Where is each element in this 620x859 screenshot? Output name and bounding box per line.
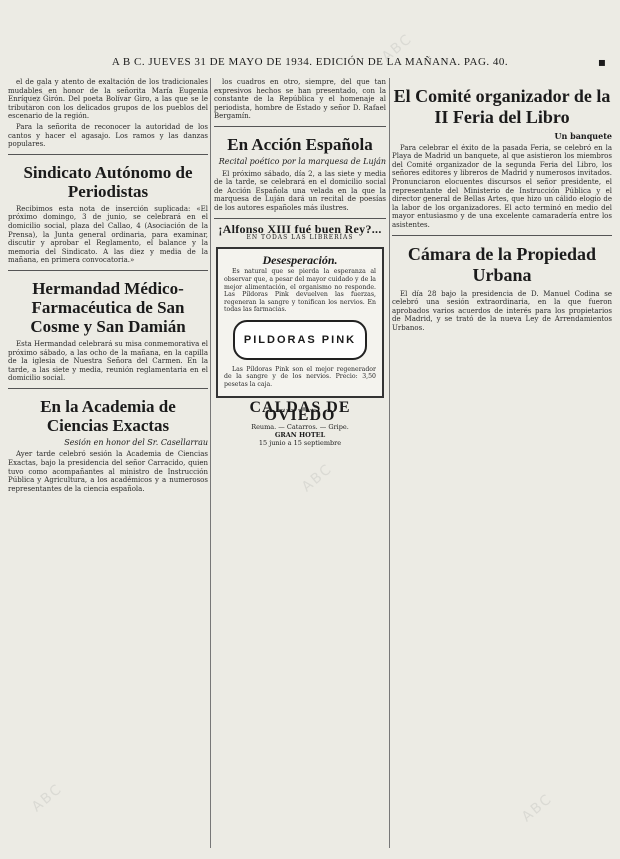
article-headline: Cámara de la Propiedad Urbana (407, 243, 597, 285)
column-middle (214, 78, 386, 447)
divider (214, 126, 386, 127)
pill-box-illustration (233, 320, 367, 360)
watermark: ABC (518, 790, 556, 826)
ad-body: Es natural que se pierda la esperanza al observar que, a pesar del mayor cuidado y de la mejor alimentación, el organismo no responde. Las Píldoras Pink devuelven las fuerzas, regeneran la sangre y tonifican los nervios. En todas las farmacias. (224, 268, 376, 314)
article-subheading: Un banquete (554, 131, 612, 141)
watermark: ABC (18, 80, 56, 116)
pill-box-label: PILDORAS PINK (243, 333, 357, 346)
article-headline: En Acción Española (227, 134, 373, 154)
caldas-ad-title: CALDAS DE OVIEDO (249, 398, 351, 425)
article-body: Recibimos esta nota de inserción suplicada: «El próximo domingo, 3 de junio, se celebrará en el domicilio social, plaza del Callao, 4 (Asociación de la Prensa), la Junta general ordinaria, para examinar, discutir y aprobar el Reglamento, el balance y la memoria del Sindicato. A las diez y media de la mañana, en primera convocatoria.» (8, 204, 208, 265)
watermark: ABC (378, 30, 416, 66)
article-headline: Sindicato Autónomo de Periodistas (23, 162, 193, 201)
column-left (8, 78, 208, 495)
intro-paragraph: Para la señorita de reconocer la autoridad de los cantos y hacer el agasajo. Los ramos y las danzas populares. (8, 122, 208, 149)
book-banner-title: ¡Alfonso XIII fué buen Rey?... (218, 221, 382, 236)
book-banner-subtitle: EN TODAS LAS LIBRERÍAS (246, 234, 354, 242)
article-subheading: Recital poético por la marquesa de Luján (218, 156, 386, 166)
article-subheading: Sesión en honor del Sr. Casellarrau (64, 437, 208, 447)
divider (8, 388, 208, 389)
article-body: Para celebrar el éxito de la pasada Feria, se celebró en la Playa de Madrid un banquete, al que asistieron los miembros del Comité organizador de la segunda Feria del Libro, los señores editores y libreros de Madrid y numerosos invitados. Pronunciaron elocuentes discursos el señor presidente, el representante del Ministerio de Instrucción Pública y el director general de Bellas Artes, que hizo un cálido elogio de la labor de los organizadores. El acto terminó en medio del mayor entusiasmo y de una excelente camaradería entre los asistentes. (392, 143, 612, 229)
divider (8, 154, 208, 155)
article-headline: Hermandad Médico-Farmacéutica de San Cosme y San Damián (30, 278, 186, 336)
article-headline: En la Academia de Ciencias Exactas (40, 396, 176, 435)
column-rule (210, 78, 211, 848)
article-body: El próximo sábado, día 2, a las siete y media de la tarde, se celebrará en el domicilio social de Acción Española una velada en la que la marquesa de Luján dará un recital de poesías de los autores españoles más ilustres. (214, 169, 386, 212)
article-body: Ayer tarde celebró sesión la Academia de Ciencias Exactas, bajo la presidencia del señor Carracido, quien tuvo como acompañantes al ministro de Instrucción Pública y Agricultura, a los académicos y a numerosos representantes de la ciencia española. (8, 450, 208, 493)
ad-title: Desesperación. (262, 252, 338, 267)
intro-paragraph: los cuadros en otro, siempre, del que tan expresivos hechos se han presentado, con la constante de la República y el homenaje al periodista, hombre de Estado y señor D. Rafael Bergamín. (214, 78, 386, 121)
ad-footer: Las Píldoras Pink son el mejor regenerador de la sangre y de los nervios. Precio: 3,50 pesetas la caja. (224, 365, 376, 389)
page-header: A B C. JUEVES 31 DE MAYO DE 1934. EDICIÓN DE LA MAÑANA. PAG. 40. (111, 56, 509, 68)
watermark: ABC (298, 460, 336, 496)
divider (214, 218, 386, 219)
article-headline: El Comité organizador de la II Feria del Libro (393, 86, 611, 127)
caldas-ad-line: 15 junio a 15 septiembre (258, 438, 342, 447)
divider (8, 270, 208, 271)
page-number-marker: ▪ (597, 55, 606, 69)
divider (392, 235, 612, 236)
caldas-ad-line: GRAN HOTEL (274, 430, 326, 439)
caldas-ad-line: Reuma. — Catarros. — Gripe. (251, 422, 349, 431)
watermark: ABC (28, 780, 66, 816)
article-body: El día 28 bajo la presidencia de D. Manuel Codina se celebró una sesión extraordinaria, en la que fueron aprobados varios acuerdos de interés para los propietarios de Madrid, y se trató de la nueva Ley de Arrendamientos Urbanos. (392, 289, 612, 332)
column-right (392, 78, 612, 335)
column-rule (389, 78, 390, 848)
intro-paragraph: el de gala y atento de exaltación de los tradicionales mudables en honor de la señorita María Eugenia Enríquez Girón. Del poeta Bolívar Giro, a las que se le tributaron con los delicados grupos de los pueblos del escenario de la región. (8, 78, 208, 121)
advertisement-box (216, 247, 384, 398)
article-body: Esta Hermandad celebrará su misa conmemorativa el próximo sábado, a las ocho de la mañana, en la capilla de la iglesia de Nuestra Señora del Carmen. En la tarde, a las siete y media, reunión reglamentaria en el domicilio social. (8, 339, 208, 383)
